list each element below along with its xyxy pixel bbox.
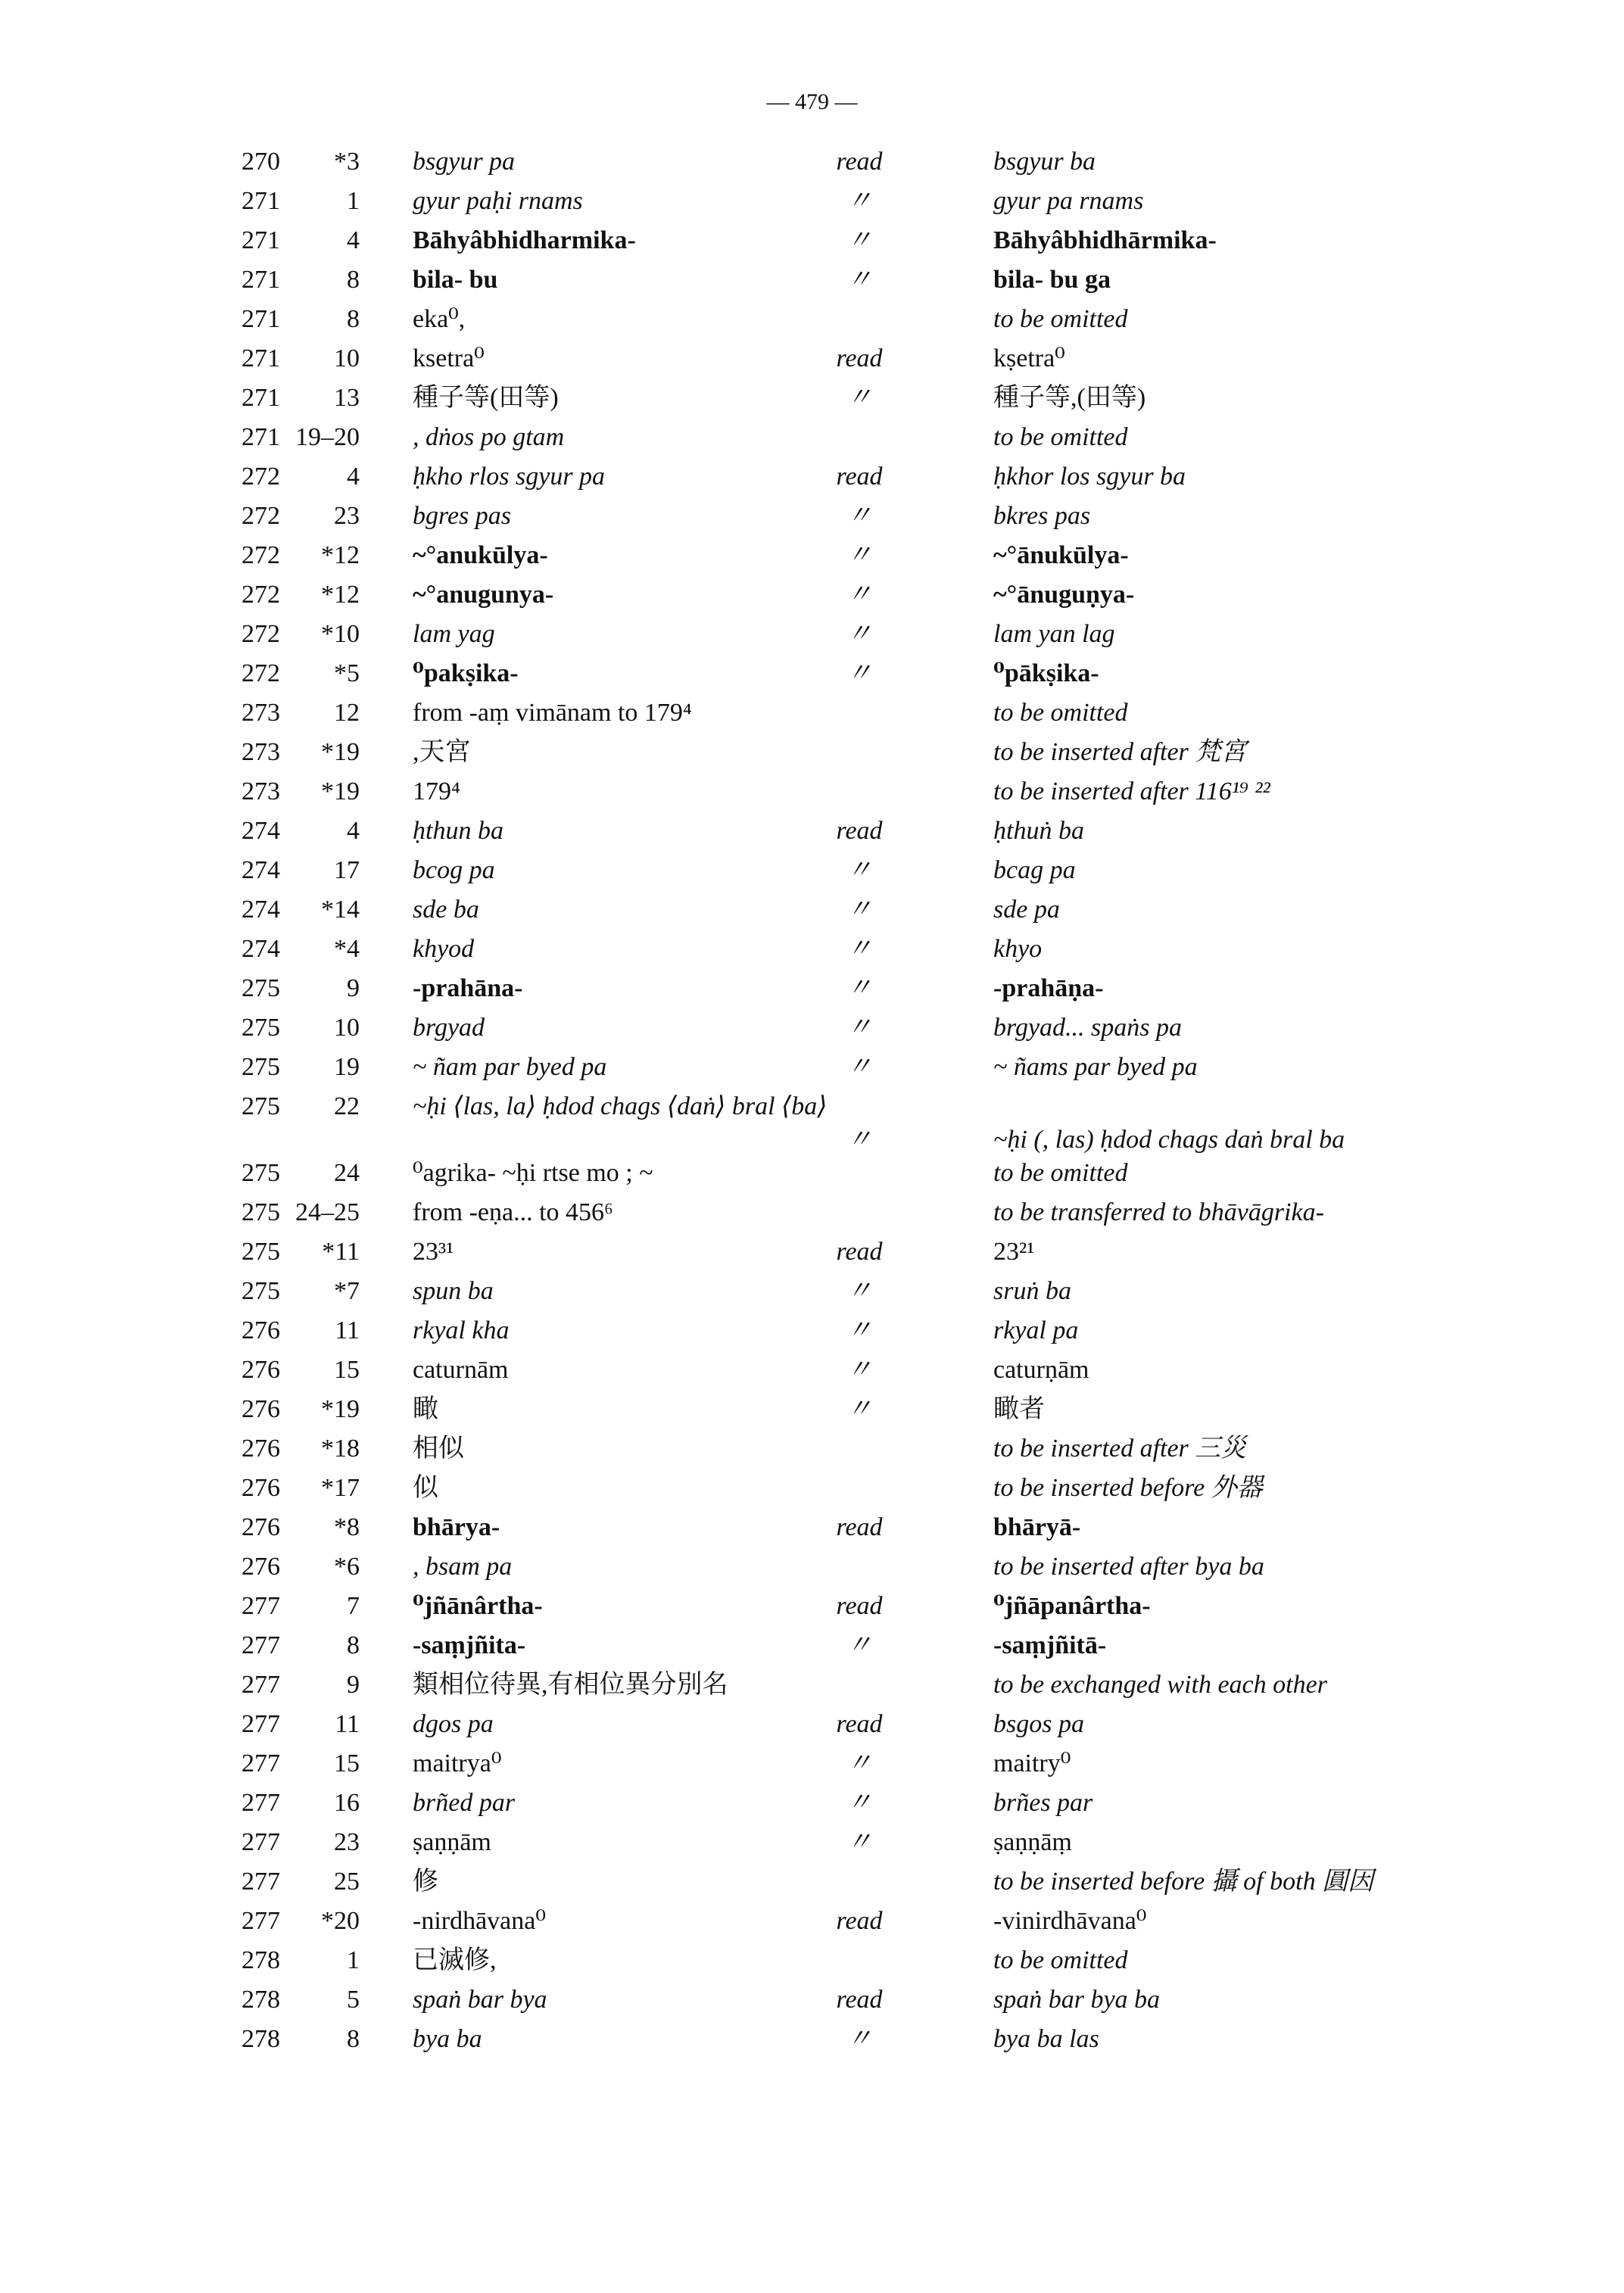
corrected-text: sruṅ ba <box>993 1277 1071 1305</box>
corrected-text: bcag pa <box>993 856 1076 884</box>
corrected-text: bsgos pa <box>993 1710 1084 1738</box>
errata-table <box>227 142 1514 2059</box>
line-ref: *14 <box>321 896 360 924</box>
erroneous-text: 相似 <box>413 1435 464 1463</box>
errata-row <box>227 1941 1514 1980</box>
corrected-text: ḥthuṅ ba <box>993 817 1084 845</box>
erroneous-text: ksetra⁰ <box>413 344 485 372</box>
line-ref: 23 <box>334 502 360 530</box>
line-ref: *5 <box>334 659 360 687</box>
corrected-text: rkyal pa <box>993 1316 1079 1344</box>
errata-row <box>227 1154 1514 1193</box>
page-ref: 276 <box>242 1356 280 1384</box>
line-ref: 4 <box>347 817 360 845</box>
erroneous-text: spaṅ bar bya <box>413 1986 547 2014</box>
page-ref: 277 <box>242 1828 280 1856</box>
action-word: 〃 <box>846 974 872 1002</box>
corrected-text: bsgyur ba <box>993 148 1096 176</box>
page-ref: 275 <box>242 1092 280 1120</box>
errata-row <box>227 536 1514 575</box>
errata-row <box>227 1705 1514 1744</box>
line-ref: 1 <box>347 1946 360 1974</box>
erroneous-text: ,天宮 <box>413 738 471 766</box>
action-word: 〃 <box>846 659 872 687</box>
errata-row <box>227 260 1514 300</box>
erroneous-text: 179⁴ <box>413 777 460 805</box>
errata-row <box>227 1862 1514 1902</box>
erroneous-text: -prahāna- <box>413 974 523 1002</box>
erroneous-text: spun ba <box>413 1277 494 1305</box>
erroneous-text: 23³¹ <box>413 1238 454 1266</box>
corrected-text: to be omitted <box>993 699 1128 727</box>
page-number: — 479 — <box>766 89 858 114</box>
errata-row <box>227 300 1514 339</box>
line-ref: *19 <box>321 1395 360 1423</box>
errata-row <box>227 1008 1514 1048</box>
page-ref: 271 <box>242 305 280 333</box>
line-ref: *18 <box>321 1435 360 1463</box>
line-ref: 19 <box>334 1053 360 1081</box>
erroneous-text: dgos pa <box>413 1710 494 1738</box>
page-ref: 271 <box>242 423 280 451</box>
line-ref: 8 <box>347 305 360 333</box>
erroneous-text: -nirdhāvana⁰ <box>413 1907 546 1935</box>
line-ref: *12 <box>321 581 360 609</box>
corrected-text: to be inserted after 梵宮 <box>993 738 1247 766</box>
line-ref: 7 <box>347 1592 360 1620</box>
line-ref: 9 <box>347 1671 360 1699</box>
errata-row <box>227 1902 1514 1941</box>
page-ref: 272 <box>242 541 280 569</box>
errata-row <box>227 142 1514 182</box>
action-word: 〃 <box>846 935 872 963</box>
page-ref: 277 <box>242 1789 280 1817</box>
corrected-text: Bāhyâbhidhārmika- <box>993 226 1217 254</box>
corrected-text: lam yan lag <box>993 620 1115 648</box>
errata-row <box>227 733 1514 772</box>
erroneous-text: -saṃjñita- <box>413 1631 526 1659</box>
errata-row <box>227 812 1514 851</box>
corrected-text: -saṃjñitā- <box>993 1631 1107 1659</box>
corrected-text: to be inserted after bya ba <box>993 1553 1264 1581</box>
action-word: 〃 <box>846 1053 872 1081</box>
page-ref: 271 <box>242 344 280 372</box>
page-ref: 272 <box>242 502 280 530</box>
errata-row <box>227 1272 1514 1311</box>
errata-row <box>227 1744 1514 1784</box>
action-word: 〃 <box>846 1789 872 1817</box>
erroneous-text: 類相位待異,有相位異分別名 <box>413 1671 728 1699</box>
page-ref: 275 <box>242 1159 280 1187</box>
page-ref: 275 <box>242 1014 280 1042</box>
erroneous-text: 修 <box>413 1868 438 1896</box>
corrected-text: to be omitted <box>993 1946 1128 1974</box>
errata-row <box>227 1232 1514 1272</box>
line-ref: 12 <box>334 699 360 727</box>
line-ref: 23 <box>334 1828 360 1856</box>
erroneous-text: , dṅos po gtam <box>413 423 565 451</box>
corrected-text: bhāryā- <box>993 1513 1081 1541</box>
corrected-text: ~ ñams par byed pa <box>993 1053 1198 1081</box>
erroneous-text: ~°anukūlya- <box>413 541 548 569</box>
action-word: read <box>836 148 883 176</box>
erroneous-text: , bsam pa <box>413 1553 513 1581</box>
corrected-text: to be exchanged with each other <box>993 1671 1327 1699</box>
corrected-text: brñes par <box>993 1789 1093 1817</box>
errata-row <box>227 1351 1514 1390</box>
line-ref: 8 <box>347 2025 360 2053</box>
corrected-text: caturṇām <box>993 1356 1089 1384</box>
line-ref: 15 <box>334 1749 360 1777</box>
errata-row <box>227 418 1514 457</box>
errata-row <box>227 654 1514 693</box>
action-word: read <box>836 1513 883 1541</box>
errata-row <box>227 1784 1514 1823</box>
errata-row <box>227 379 1514 418</box>
corrected-text: bila- bu ga <box>993 266 1111 294</box>
line-ref: *7 <box>334 1277 360 1305</box>
errata-row <box>227 221 1514 260</box>
erroneous-text: brgyad <box>413 1014 485 1042</box>
page-ref: 270 <box>242 148 280 176</box>
errata-row <box>227 1390 1514 1429</box>
erroneous-text: lam yag <box>413 620 495 648</box>
action-word: 〃 <box>846 1749 872 1777</box>
erroneous-text: ~ ñam par byed pa <box>413 1053 607 1081</box>
line-ref: *3 <box>334 148 360 176</box>
corrected-text: to be inserted after 116¹⁹ ²² <box>993 777 1270 805</box>
page-ref: 274 <box>242 935 280 963</box>
page-ref: 271 <box>242 226 280 254</box>
corrected-text: bya ba las <box>993 2025 1099 2053</box>
corrected-text: 種子等,(田等) <box>993 384 1146 412</box>
action-word: 〃 <box>846 502 872 530</box>
page-ref: 276 <box>242 1474 280 1502</box>
errata-row <box>227 575 1514 615</box>
erroneous-text: brñed par <box>413 1789 516 1817</box>
page-ref: 275 <box>242 1238 280 1266</box>
line-ref: 15 <box>334 1356 360 1384</box>
corrected-text: ~°ānukūlya- <box>993 541 1129 569</box>
page-ref: 271 <box>242 266 280 294</box>
erroneous-text: 已滅修, <box>413 1946 497 1974</box>
action-word: read <box>836 344 883 372</box>
action-word: 〃 <box>846 1316 872 1344</box>
erroneous-text: from -aṃ vimānam to 179⁴ <box>413 699 692 727</box>
page-ref: 275 <box>242 1277 280 1305</box>
errata-row <box>227 1626 1514 1665</box>
action-word: 〃 <box>846 384 872 412</box>
errata-row <box>227 890 1514 930</box>
line-ref: 19–20 <box>295 423 360 451</box>
action-word: read <box>836 817 883 845</box>
page-ref: 272 <box>242 581 280 609</box>
line-ref: *20 <box>321 1907 360 1935</box>
errata-row <box>227 1823 1514 1862</box>
corrected-text: ~°ānuguṇya- <box>993 581 1135 609</box>
errata-row <box>227 693 1514 733</box>
line-ref: 10 <box>334 344 360 372</box>
corrected-text: ⁰pākṣika- <box>993 659 1099 687</box>
action-word: read <box>836 463 883 491</box>
corrected-text: to be inserted before 攝 of both 圓因 <box>993 1868 1374 1896</box>
line-ref: *12 <box>321 541 360 569</box>
page-ref: 276 <box>242 1316 280 1344</box>
line-ref: *4 <box>334 935 360 963</box>
page-ref: 273 <box>242 777 280 805</box>
errata-row <box>227 182 1514 221</box>
page-ref: 273 <box>242 738 280 766</box>
line-ref: 8 <box>347 1631 360 1659</box>
page-ref: 276 <box>242 1435 280 1463</box>
errata-row <box>227 1193 1514 1232</box>
erroneous-text: bsgyur pa <box>413 148 516 176</box>
corrected-text: to be transferred to bhāvāgrika- <box>993 1198 1324 1226</box>
erroneous-text: ~ḥi ⟨las, la⟩ ḥdod chags ⟨daṅ⟩ bral ⟨ba⟩ <box>413 1092 828 1120</box>
errata-row <box>227 1087 1514 1154</box>
erroneous-text: ḥkho rlos sgyur pa <box>413 463 606 491</box>
errata-row <box>227 930 1514 969</box>
page-ref: 271 <box>242 187 280 215</box>
corrected-text: to be omitted <box>993 305 1128 333</box>
line-ref: 22 <box>334 1092 360 1120</box>
erroneous-text: ⁰pakṣika- <box>413 659 519 687</box>
corrected-text: gyur pa rnams <box>993 187 1144 215</box>
erroneous-text: from -eṇa... to 456⁶ <box>413 1198 613 1226</box>
action-word: read <box>836 1986 883 2014</box>
corrected-text: 23²¹ <box>993 1238 1035 1266</box>
errata-row <box>227 1508 1514 1547</box>
line-ref: *11 <box>322 1238 360 1266</box>
page-ref: 274 <box>242 856 280 884</box>
errata-row <box>227 1429 1514 1469</box>
action-word: read <box>836 1710 883 1738</box>
action-word: 〃 <box>846 1014 872 1042</box>
line-ref: 4 <box>347 226 360 254</box>
line-ref: *10 <box>321 620 360 648</box>
page-ref: 276 <box>242 1553 280 1581</box>
errata-row <box>227 969 1514 1008</box>
line-ref: 13 <box>334 384 360 412</box>
corrected-text: -vinirdhāvana⁰ <box>993 1907 1147 1935</box>
errata-row <box>227 457 1514 497</box>
erroneous-text: bya ba <box>413 2025 482 2053</box>
corrected-text: to be omitted <box>993 423 1128 451</box>
page-ref: 272 <box>242 620 280 648</box>
page-ref: 274 <box>242 896 280 924</box>
line-ref: 1 <box>347 187 360 215</box>
erroneous-text: maitrya⁰ <box>413 1749 502 1777</box>
corrected-text: maitry⁰ <box>993 1749 1071 1777</box>
erroneous-text: eka⁰, <box>413 305 466 333</box>
line-ref: 24 <box>334 1159 360 1187</box>
page-ref: 277 <box>242 1868 280 1896</box>
action-word: 〃 <box>846 541 872 569</box>
corrected-text: to be inserted before 外器 <box>993 1474 1263 1502</box>
page-ref: 272 <box>242 659 280 687</box>
erroneous-text: bhārya- <box>413 1513 500 1541</box>
action-word: 〃 <box>846 187 872 215</box>
erroneous-text: khyod <box>413 935 475 963</box>
errata-row <box>227 1469 1514 1508</box>
errata-row <box>227 1311 1514 1351</box>
erroneous-text: sde ba <box>413 896 479 924</box>
page-ref: 277 <box>242 1671 280 1699</box>
errata-row <box>227 2020 1514 2059</box>
erroneous-text: ⁰jñānârtha- <box>413 1592 543 1620</box>
page-ref: 273 <box>242 699 280 727</box>
page-ref: 275 <box>242 1053 280 1081</box>
corrected-text: to be omitted <box>993 1159 1128 1187</box>
action-word: 〃 <box>846 620 872 648</box>
action-word: 〃 <box>846 1395 872 1423</box>
corrected-text: kṣetra⁰ <box>993 344 1065 372</box>
corrected-text: bkres pas <box>993 502 1091 530</box>
line-ref: 25 <box>334 1868 360 1896</box>
page-ref: 277 <box>242 1749 280 1777</box>
errata-row <box>227 497 1514 536</box>
erroneous-text: 似 <box>413 1474 438 1502</box>
erroneous-text: ~°anugunya- <box>413 581 554 609</box>
page-ref: 271 <box>242 384 280 412</box>
erroneous-text: ṣaṇṇām <box>413 1828 491 1856</box>
erroneous-text: ḥthun ba <box>413 817 503 845</box>
action-word: 〃 <box>846 581 872 609</box>
action-word: read <box>836 1238 883 1266</box>
erroneous-text: rkyal kha <box>413 1316 510 1344</box>
line-ref: 9 <box>347 974 360 1002</box>
action-word: 〃 <box>846 896 872 924</box>
line-ref: *19 <box>321 738 360 766</box>
line-ref: 24–25 <box>295 1198 360 1226</box>
errata-row <box>227 851 1514 890</box>
line-ref: 17 <box>334 856 360 884</box>
line-ref: 8 <box>347 266 360 294</box>
page-ref: 277 <box>242 1710 280 1738</box>
errata-row <box>227 615 1514 654</box>
page-ref: 275 <box>242 1198 280 1226</box>
action-word: 〃 <box>846 1631 872 1659</box>
corrected-text: sde pa <box>993 896 1060 924</box>
erroneous-text: bila- bu <box>413 266 498 294</box>
line-ref: *19 <box>321 777 360 805</box>
corrected-text: ḥkhor los sgyur ba <box>993 463 1186 491</box>
errata-row <box>227 772 1514 812</box>
corrected-text: ⁰jñāpanârtha- <box>993 1592 1151 1620</box>
page-ref: 278 <box>242 1986 280 2014</box>
action-word: 〃 <box>846 1126 872 1154</box>
errata-row <box>227 1665 1514 1705</box>
corrected-text: -prahāṇa- <box>993 974 1104 1002</box>
page-ref: 277 <box>242 1907 280 1935</box>
action-word: 〃 <box>846 1277 872 1305</box>
action-word: 〃 <box>846 856 872 884</box>
erroneous-text: Bāhyâbhidharmika- <box>413 226 636 254</box>
action-word: read <box>836 1907 883 1935</box>
corrected-text: to be inserted after 三災 <box>993 1435 1247 1463</box>
action-word: 〃 <box>846 2025 872 2053</box>
action-word: 〃 <box>846 266 872 294</box>
line-ref: *6 <box>334 1553 360 1581</box>
page-ref: 278 <box>242 2025 280 2053</box>
corrected-text: 瞰者 <box>993 1395 1045 1423</box>
errata-row <box>227 1587 1514 1626</box>
line-ref: *17 <box>321 1474 360 1502</box>
corrected-text: ~ḥi (, las) ḥdod chags daṅ bral ba <box>993 1126 1345 1154</box>
errata-row <box>227 339 1514 379</box>
action-word: 〃 <box>846 1356 872 1384</box>
erroneous-text: 瞰 <box>413 1395 438 1423</box>
line-ref: 16 <box>334 1789 360 1817</box>
action-word: 〃 <box>846 1828 872 1856</box>
erroneous-text: bcog pa <box>413 856 495 884</box>
errata-row <box>227 1547 1514 1587</box>
line-ref: 4 <box>347 463 360 491</box>
page-ref: 276 <box>242 1513 280 1541</box>
line-ref: *8 <box>334 1513 360 1541</box>
page-ref: 277 <box>242 1592 280 1620</box>
page-ref: 275 <box>242 974 280 1002</box>
errata-row <box>227 1980 1514 2020</box>
page-ref: 278 <box>242 1946 280 1974</box>
page-ref: 272 <box>242 463 280 491</box>
erroneous-text: ⁰agrika- ~ḥi rtse mo ; ~ <box>413 1159 653 1187</box>
corrected-text: spaṅ bar bya ba <box>993 1986 1161 2014</box>
erroneous-text: 種子等(田等) <box>413 384 559 412</box>
line-ref: 10 <box>334 1014 360 1042</box>
line-ref: 11 <box>335 1316 360 1344</box>
errata-row <box>227 1048 1514 1087</box>
page-ref: 277 <box>242 1631 280 1659</box>
action-word: 〃 <box>846 226 872 254</box>
action-word: read <box>836 1592 883 1620</box>
line-ref: 11 <box>335 1710 360 1738</box>
corrected-text: brgyad... spaṅs pa <box>993 1014 1183 1042</box>
page-ref: 274 <box>242 817 280 845</box>
erroneous-text: bgres pas <box>413 502 512 530</box>
line-ref: 5 <box>347 1986 360 2014</box>
erroneous-text: caturnām <box>413 1356 509 1384</box>
corrected-text: ṣaṇṇāṃ <box>993 1828 1072 1856</box>
corrected-text: khyo <box>993 935 1043 963</box>
page-ref: 276 <box>242 1395 280 1423</box>
erroneous-text: gyur paḥi rnams <box>413 187 583 215</box>
